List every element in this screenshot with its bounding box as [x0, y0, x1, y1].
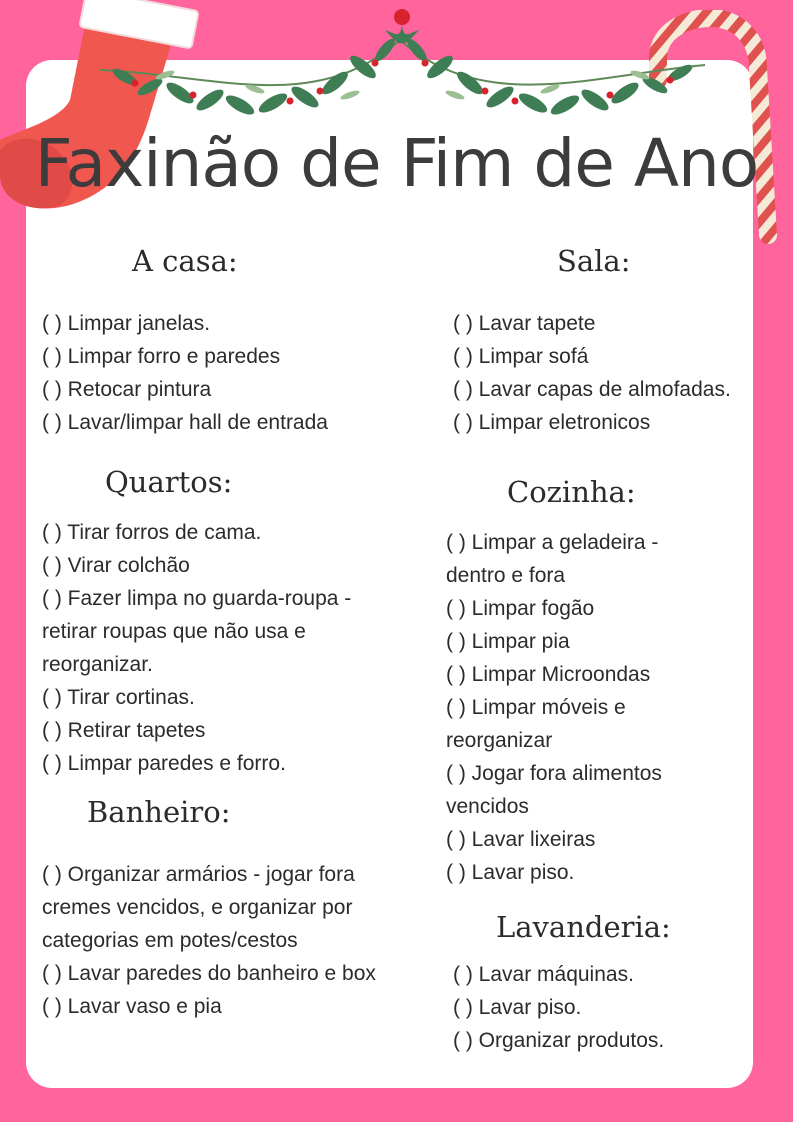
heading-a-casa: A casa: [132, 244, 238, 278]
list-item: ( ) Limpar móveis e [446, 696, 626, 719]
list-item: ( ) Limpar janelas. [42, 312, 211, 335]
list-item: ( ) Lavar máquinas. [453, 963, 634, 986]
heading-cozinha: Cozinha: [507, 475, 636, 509]
list-item: ( ) Lavar/limpar hall de entrada [42, 411, 328, 434]
heading-sala: Sala: [557, 244, 631, 278]
heading-banheiro: Banheiro: [87, 795, 231, 829]
list-sala [453, 307, 731, 439]
list-item: ( ) Jogar fora alimentos [446, 762, 662, 785]
list-item: dentro e fora [446, 564, 566, 587]
list-quartos [42, 516, 351, 780]
list-item: ( ) Limpar forro e paredes [42, 345, 281, 368]
list-item: ( ) Limpar eletronicos [453, 411, 651, 434]
list-item: ( ) Lavar capas de almofadas. [453, 378, 731, 401]
list-item: ( ) Tirar forros de cama. [42, 521, 262, 544]
list-item: ( ) Lavar vaso e pia [42, 995, 222, 1018]
list-item: ( ) Tirar cortinas. [42, 686, 195, 709]
list-item: ( ) Retirar tapetes [42, 719, 206, 742]
list-a-casa [42, 307, 328, 439]
list-item: categorias em potes/cestos [42, 929, 298, 952]
list-item: ( ) Lavar paredes do banheiro e box [42, 962, 376, 985]
list-item: ( ) Lavar piso. [446, 861, 575, 884]
list-item: ( ) Limpar paredes e forro. [42, 752, 286, 775]
list-item: ( ) Organizar produtos. [453, 1029, 665, 1052]
garland-decoration [95, 5, 710, 135]
list-item: ( ) Retocar pintura [42, 378, 212, 401]
list-item: ( ) Limpar sofá [453, 345, 589, 368]
list-item: ( ) Limpar pia [446, 630, 570, 653]
list-item: ( ) Lavar tapete [453, 312, 596, 335]
heading-lavanderia: Lavanderia: [496, 910, 671, 944]
list-item: ( ) Organizar armários - jogar fora [42, 863, 355, 886]
list-item: ( ) Fazer limpa no guarda-roupa - [42, 587, 352, 610]
list-item: ( ) Virar colchão [42, 554, 190, 577]
list-item: ( ) Limpar Microondas [446, 663, 651, 686]
list-lavanderia [453, 958, 664, 1057]
list-item: cremes vencidos, e organizar por [42, 896, 353, 919]
list-item: vencidos [446, 795, 529, 818]
list-banheiro [42, 858, 376, 1023]
list-item: ( ) Limpar fogão [446, 597, 595, 620]
list-item: ( ) Lavar lixeiras [446, 828, 596, 851]
list-item: ( ) Lavar piso. [453, 996, 582, 1019]
heading-quartos: Quartos: [105, 465, 233, 499]
list-item: ( ) Limpar a geladeira - [446, 531, 659, 554]
page-title: Faxinão de Fim de Ano [34, 125, 759, 202]
list-item: reorganizar [446, 729, 553, 752]
list-cozinha [446, 526, 662, 889]
list-item: reorganizar. [42, 653, 153, 676]
list-item: retirar roupas que não usa e [42, 620, 306, 643]
